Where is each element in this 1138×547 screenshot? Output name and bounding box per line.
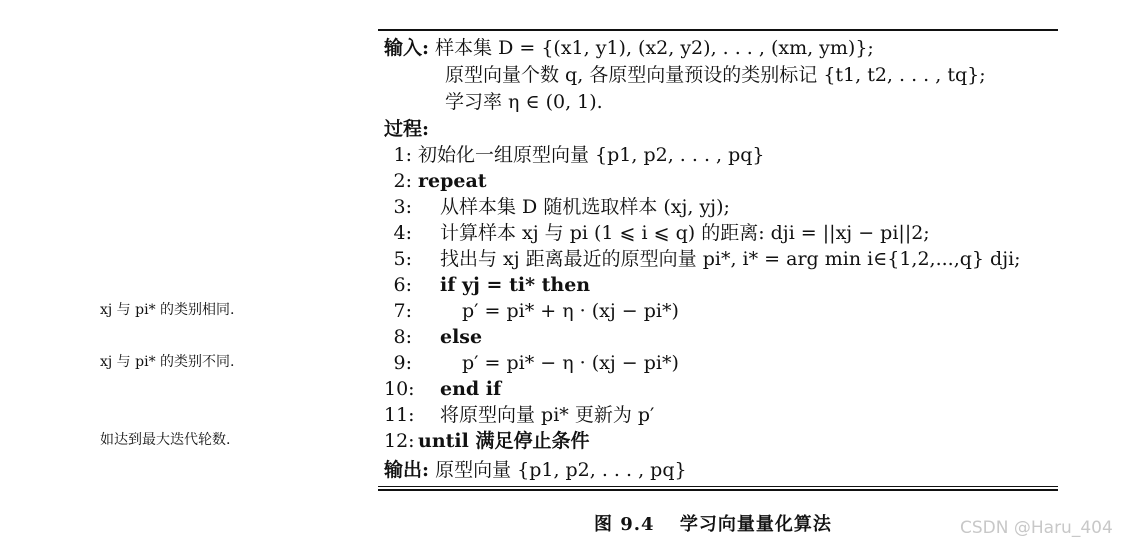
step-text: else xyxy=(440,326,483,348)
output-line xyxy=(384,457,687,483)
step-text: until 满足停止条件 xyxy=(418,430,590,452)
step-number: 6: xyxy=(393,274,412,296)
step-text: p′ = pi* − η · (xj − pi*) xyxy=(462,352,679,374)
step-2 xyxy=(384,168,487,194)
step-text: end if xyxy=(440,378,502,400)
step-number: 1: xyxy=(393,144,412,166)
bottom-rule xyxy=(378,489,1058,491)
step-12 xyxy=(384,428,589,454)
process-label: 过程: xyxy=(384,118,430,140)
step-number: 5: xyxy=(393,248,412,270)
step-text: 计算样本 xj 与 pi (1 ⩽ i ⩽ q) 的距离: dji = ||xj − pi||2; xyxy=(440,222,930,244)
step-text: 初始化一组原型向量 {p1, p2, . . . , pq} xyxy=(418,144,765,166)
note-max-iterations: 如达到最大迭代轮数. xyxy=(100,432,231,448)
step-number: 4: xyxy=(393,222,412,244)
figure-label: 图 9.4 xyxy=(594,514,655,535)
step-9 xyxy=(384,350,679,376)
step-3 xyxy=(384,194,730,220)
step-5 xyxy=(384,246,1021,272)
input-line-2: 原型向量个数 q, 各原型向量预设的类别标记 {t1, t2, . . . , tq}; xyxy=(445,64,986,86)
bottom-rule-thin xyxy=(378,486,1058,487)
input-label: 输入: xyxy=(384,37,430,59)
step-text: 从样本集 D 随机选取样本 (xj, yj); xyxy=(440,196,730,218)
input-line-3: 学习率 η ∈ (0, 1). xyxy=(445,91,603,113)
input-sample-set: 样本集 D = {(x1, y1), (x2, y2), . . . , (xm, ym)}; xyxy=(435,37,874,59)
step-4 xyxy=(384,220,930,246)
note-different-class: xj 与 pi* 的类别不同. xyxy=(100,354,235,370)
step-8 xyxy=(384,324,482,350)
step-text: repeat xyxy=(418,170,487,192)
input-line-1 xyxy=(384,35,874,61)
step-number: 11: xyxy=(384,404,415,426)
step-number: 12: xyxy=(384,430,415,452)
output-text: 原型向量 {p1, p2, . . . , pq} xyxy=(435,459,687,481)
step-11 xyxy=(384,402,654,428)
step-6 xyxy=(384,272,590,298)
output-label: 输出: xyxy=(384,459,430,481)
step-number: 9: xyxy=(393,352,412,374)
step-text: 将原型向量 pi* 更新为 p′ xyxy=(440,404,655,426)
figure-title: 学习向量量化算法 xyxy=(679,514,832,535)
figure-caption xyxy=(594,510,832,536)
step-number: 7: xyxy=(393,300,412,322)
step-text: p′ = pi* + η · (xj − pi*) xyxy=(462,300,679,322)
step-number: 10: xyxy=(384,378,415,400)
step-7 xyxy=(384,298,679,324)
note-same-class: xj 与 pi* 的类别相同. xyxy=(100,302,235,318)
top-rule xyxy=(378,29,1058,31)
step-text: 找出与 xj 距离最近的原型向量 pi*, i* = arg min i∈{1,2,...,q} dji; xyxy=(440,248,1021,270)
watermark: CSDN @Haru_404 xyxy=(960,518,1113,538)
step-number: 8: xyxy=(393,326,412,348)
step-text: if yj = ti* then xyxy=(440,274,591,296)
step-number: 2: xyxy=(393,170,412,192)
step-number: 3: xyxy=(393,196,412,218)
step-1 xyxy=(384,142,765,168)
step-10 xyxy=(384,376,501,402)
